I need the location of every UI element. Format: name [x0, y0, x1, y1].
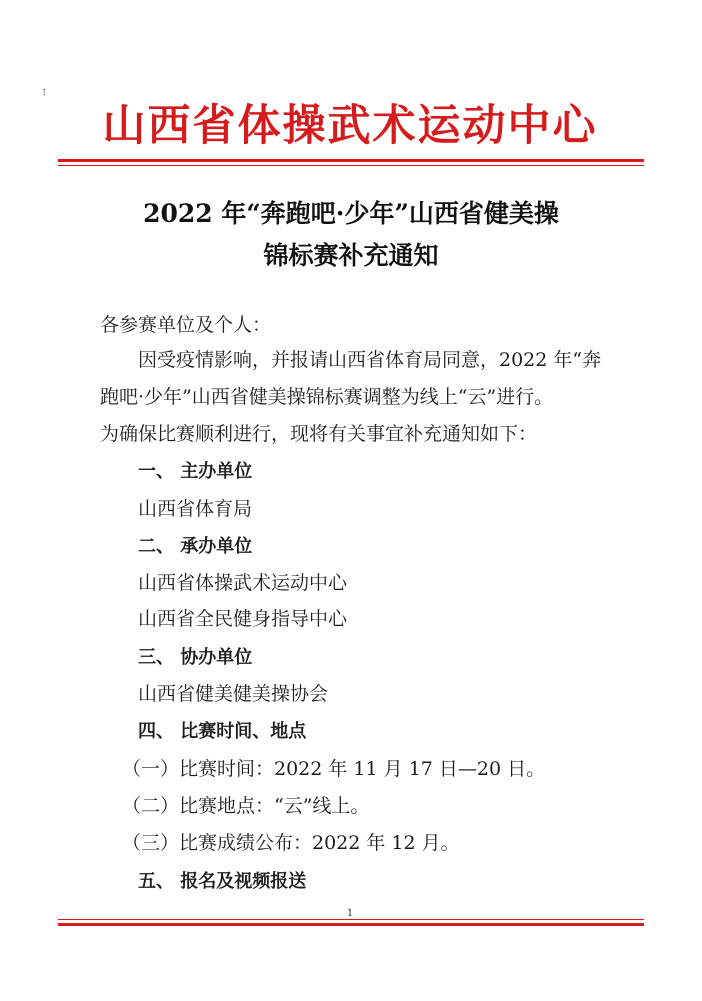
- section-item: （一）比赛时间：2022 年 11 月 17 日—20 日。: [122, 758, 546, 780]
- section-heading: 三、 协办单位: [138, 647, 253, 668]
- salutation: 各参赛单位及个人：: [100, 314, 272, 336]
- section-heading: 四、 比赛时间、地点: [138, 721, 307, 742]
- footer-red-rule-thin: [58, 919, 644, 920]
- scan-mark: ↑: [40, 88, 49, 99]
- section-item: 山西省体操武术运动中心: [138, 572, 348, 594]
- paragraph-line: 跑吧·少年”山西省健美操锦标赛调整为线上“云”进行。: [100, 386, 554, 408]
- header-red-rule-thick: [58, 159, 644, 162]
- letterhead-org-name: 山西省体操武术运动中心: [102, 101, 598, 151]
- document-title-line-1: 2022 年“奔跑吧·少年”山西省健美操: [143, 199, 559, 228]
- section-heading: 五、 报名及视频报送: [138, 871, 307, 892]
- section-heading: 一、 主办单位: [138, 461, 253, 482]
- section-item: 山西省全民健身指导中心: [138, 608, 348, 630]
- header-red-rule-thin: [58, 165, 644, 166]
- section-item: （三）比赛成绩公布：2022 年 12 月。: [122, 832, 460, 854]
- footer-red-rule-thick: [58, 923, 644, 926]
- paragraph-line: 为确保比赛顺利进行，现将有关事宜补充通知如下：: [100, 423, 538, 445]
- section-item: （二）比赛地点：“云”线上。: [122, 795, 370, 817]
- section-item: 山西省体育局: [138, 498, 253, 520]
- paragraph-line: 因受疫情影响，并报请山西省体育局同意，2022 年“奔: [138, 349, 602, 371]
- section-item: 山西省健美健美操协会: [138, 683, 329, 705]
- page-number: 1: [346, 908, 354, 919]
- section-heading: 二、 承办单位: [138, 536, 253, 557]
- document-title-line-2: 锦标赛补充通知: [263, 241, 439, 270]
